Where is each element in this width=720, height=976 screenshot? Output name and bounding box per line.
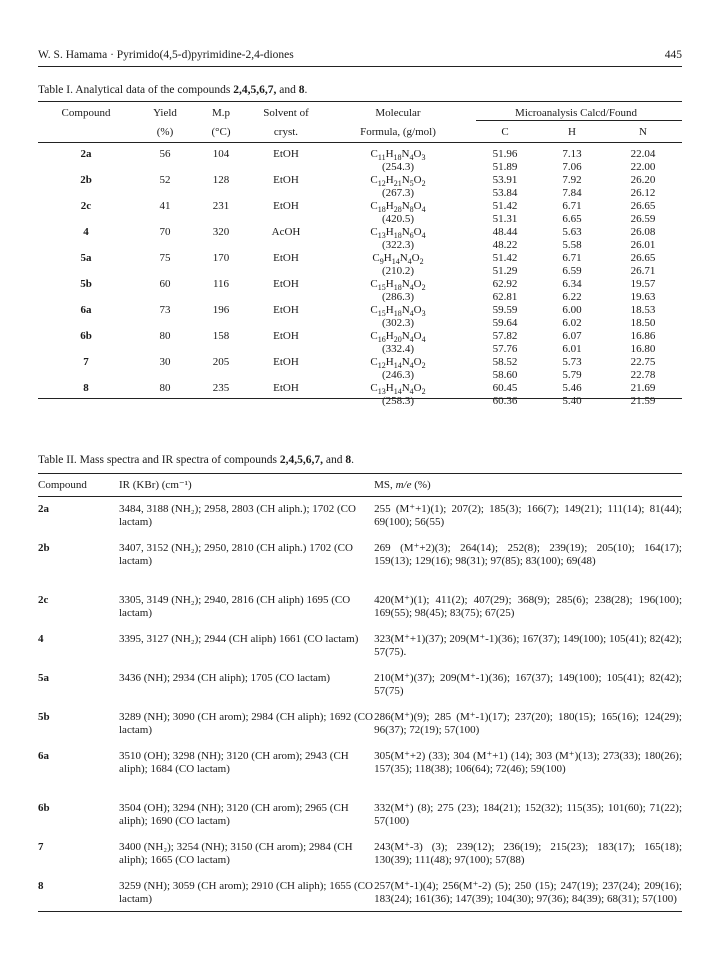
ms-cell: 332(M⁺) (8); 275 (23); 184(21); 152(32); 115(35); 101(60); 71(22); 57(100) [374, 802, 682, 827]
molecular-formula: $C_9H_{14}N_4O_2$ [372, 252, 424, 267]
molecular-formula: $C_{16}H_{20}N_4O_4$ [370, 330, 426, 345]
solvent-cell: EtOH [273, 148, 299, 160]
molecular-formula: $C_{15}H_{18}N_4O_2$ [370, 278, 426, 293]
table1 [38, 104, 682, 408]
compound-id: 6a [38, 750, 49, 762]
ir-cell: 3504 (OH); 3294 (NH); 3120 (CH arom); 2965 (CH aliph); 1690 (CO lactam) [119, 802, 349, 827]
nitrogen-cell: 21.69 21.59 [630, 382, 656, 407]
formula-cell [326, 252, 470, 278]
header-formula-2: Formula, (g/mol) [360, 126, 436, 138]
carbon-cell: 48.44 48.22 [492, 226, 518, 251]
yield-cell: 73 [159, 304, 171, 316]
molecular-formula: $C_{15}H_{18}N_4O_3$ [370, 304, 426, 319]
table1-top-rule [38, 101, 682, 102]
table1-header-row-1 [38, 104, 682, 125]
formula-cell [326, 356, 470, 382]
ir-cell: 3305, 3149 (NH₂); 2940, 2816 (CH aliph) 1695 (CO lactam) [119, 594, 351, 619]
compound-id: 7 [83, 356, 89, 368]
carbon-cell: 60.45 60.36 [492, 382, 518, 407]
molecular-weight: (254.3) [381, 161, 415, 173]
solvent-cell: EtOH [273, 382, 299, 394]
molecular-weight: (246.3) [381, 369, 415, 381]
table1-caption [38, 84, 307, 96]
table2-row [38, 670, 682, 709]
formula-cell [326, 226, 470, 252]
ir-cell: 3436 (NH); 2934 (CH aliph); 1705 (CO lactam) [119, 672, 331, 684]
compound-id: 5a [38, 672, 49, 684]
running-head-text: W. S. Hamama · Pyrimido(4,5-d)pyrimidine-2,4-diones [38, 49, 294, 61]
compound-id: 6b [38, 802, 50, 814]
compound-id: 6a [80, 304, 92, 316]
hydrogen-cell: 6.00 6.02 [562, 304, 582, 329]
compound-id: 2c [38, 594, 49, 606]
mp-cell: 231 [212, 200, 230, 212]
table1-caption-compounds: 2,4,5,6,7, [233, 84, 277, 96]
molecular-formula: $C_{12}H_{14}N_4O_2$ [370, 356, 426, 371]
table2-caption-text: Table II. Mass spectra and IR spectra of compounds [38, 454, 280, 466]
table2-row [38, 631, 682, 670]
carbon-cell: 62.92 62.81 [492, 278, 518, 303]
molecular-weight: (302.3) [381, 317, 415, 329]
ms-cell: 255 (M⁺+1)(1); 207(2); 185(3); 166(7); 149(21); 111(14); 81(44); 69(100); 56(55) [374, 503, 682, 528]
table2-caption [38, 454, 354, 466]
nitrogen-cell: 26.08 26.01 [630, 226, 656, 251]
hydrogen-cell: 6.71 6.59 [562, 252, 582, 277]
ir-cell: 3510 (OH); 3298 (NH); 3120 (CH arom); 2943 (CH aliph); 1684 (CO lactam) [119, 750, 349, 775]
compound-id: 5b [80, 278, 92, 290]
carbon-cell: 53.91 53.84 [492, 174, 518, 199]
table2-caption-and: and [323, 454, 346, 466]
table2-row [38, 748, 682, 800]
carbon-cell: 57.82 57.76 [492, 330, 518, 355]
header-n: N [639, 126, 647, 138]
table1-caption-end: . [304, 84, 308, 96]
ms-cell: 305(M⁺+2) (33); 304 (M⁺+1) (14); 303 (M⁺)(13); 273(33); 180(26); 157(35); 118(38); 106(64); 72(46); 59(100) [374, 750, 682, 775]
solvent-cell: EtOH [273, 200, 299, 212]
header-formula: Molecular [375, 107, 421, 119]
formula-cell [326, 304, 470, 330]
molecular-weight: (258.3) [381, 395, 415, 407]
mp-cell: 235 [212, 382, 230, 394]
compound-id: 7 [38, 841, 44, 853]
formula-cell [326, 278, 470, 304]
table2-row [38, 501, 682, 540]
hydrogen-cell: 6.34 6.22 [562, 278, 582, 303]
molecular-weight: (332.4) [381, 343, 415, 355]
t2-header-ir: IR (KBr) (cm⁻¹) [119, 479, 192, 491]
table2-caption-end: . [351, 454, 355, 466]
solvent-cell: EtOH [273, 278, 299, 290]
table1-row [38, 356, 682, 382]
molecular-formula: $C_{13}H_{18}N_6O_4$ [370, 226, 426, 241]
mp-cell: 104 [212, 148, 230, 160]
compound-id: 4 [83, 226, 89, 238]
ir-cell: 3400 (NH₂); 3254 (NH); 3150 (CH arom); 2984 (CH aliph); 1665 (CO lactam) [119, 841, 353, 866]
table2-row [38, 800, 682, 839]
header-h: H [568, 126, 576, 138]
molecular-weight: (420.5) [381, 213, 415, 225]
header-mp: M.p [211, 107, 231, 119]
yield-cell: 41 [159, 200, 171, 212]
carbon-cell: 51.96 51.89 [492, 148, 518, 173]
page-number: 445 [664, 49, 682, 61]
table1-row [38, 200, 682, 226]
t2-header-compound: Compound [38, 479, 87, 491]
carbon-cell: 51.42 51.31 [492, 200, 518, 225]
compound-id: 2a [38, 503, 49, 515]
solvent-cell: EtOH [273, 304, 299, 316]
t2-header-ms: MS, m/e (%) [374, 479, 431, 491]
mp-cell: 158 [212, 330, 230, 342]
mp-cell: 170 [212, 252, 230, 264]
yield-cell: 30 [159, 356, 171, 368]
formula-cell [326, 382, 470, 408]
table1-body [38, 148, 682, 408]
nitrogen-cell: 19.57 19.63 [630, 278, 656, 303]
table1-caption-text: Table I. Analytical data of the compounds [38, 84, 234, 96]
molecular-weight: (286.3) [381, 291, 415, 303]
ms-cell: 420(M⁺)(1); 411(2); 407(29); 368(9); 285(6); 238(28); 196(100); 169(55); 98(45); 83(75); 67(25) [374, 594, 682, 619]
molecular-formula: $C_{18}H_{28}N_8O_4$ [370, 200, 426, 215]
nitrogen-cell: 22.75 22.78 [630, 356, 656, 381]
table1-caption-and: and [276, 84, 299, 96]
table1-row [38, 278, 682, 304]
molecular-formula: $C_{13}H_{14}N_4O_2$ [370, 382, 426, 397]
nitrogen-cell: 26.20 26.12 [630, 174, 656, 199]
solvent-cell: AcOH [271, 226, 301, 238]
header-yield-unit: (%) [156, 126, 174, 138]
header-microanalysis: Microanalysis Calcd/Found [515, 107, 637, 119]
compound-id: 4 [38, 633, 44, 645]
table2-top-rule [38, 473, 682, 474]
compound-id: 8 [38, 880, 44, 892]
ir-cell: 3259 (NH); 3059 (CH arom); 2910 (CH aliph); 1655 (CO lactam) [119, 880, 373, 905]
mp-cell: 320 [212, 226, 230, 238]
table2-row [38, 839, 682, 878]
compound-id: 8 [83, 382, 89, 394]
ms-cell: 286(M⁺)(9); 285 (M⁺-1)(17); 237(20); 180(15); 165(16); 124(29); 96(37); 72(19); 57(100) [374, 711, 682, 736]
table1-caption-last: 8 [298, 84, 305, 96]
ir-cell: 3484, 3188 (NH₂); 2958, 2803 (CH aliph.); 1702 (CO lactam) [119, 503, 356, 528]
carbon-cell: 58.52 58.60 [492, 356, 518, 381]
table1-bottom-rule [38, 398, 682, 399]
yield-cell: 56 [159, 148, 171, 160]
header-mp-unit: (°C) [211, 126, 231, 138]
hydrogen-cell: 5.73 5.79 [562, 356, 582, 381]
table2-body [38, 501, 682, 930]
formula-cell [326, 330, 470, 356]
compound-id: 6b [80, 330, 92, 342]
table2-caption-last: 8 [345, 454, 352, 466]
solvent-cell: EtOH [273, 252, 299, 264]
hydrogen-cell: 6.07 6.01 [562, 330, 582, 355]
table2-caption-compounds: 2,4,5,6,7, [279, 454, 324, 466]
nitrogen-cell: 26.65 26.71 [630, 252, 656, 277]
solvent-cell: EtOH [273, 174, 299, 186]
nitrogen-cell: 16.86 16.80 [630, 330, 656, 355]
mp-cell: 128 [212, 174, 230, 186]
ir-cell: 3407, 3152 (NH₂); 2950, 2810 (CH aliph.) 1702 (CO lactam) [119, 542, 353, 567]
compound-id: 2b [80, 174, 92, 186]
table2-row [38, 540, 682, 592]
yield-cell: 60 [159, 278, 171, 290]
formula-cell [326, 174, 470, 200]
header-rule [38, 66, 682, 67]
table2-row [38, 592, 682, 631]
table2-row [38, 709, 682, 748]
formula-cell [326, 200, 470, 226]
formula-cell [326, 148, 470, 174]
compound-id: 5a [80, 252, 92, 264]
solvent-cell: EtOH [273, 356, 299, 368]
table2-row [38, 878, 682, 930]
yield-cell: 52 [159, 174, 171, 186]
ms-cell: 243(M⁺-3) (3); 239(12); 236(19); 215(23); 183(17); 165(18); 130(39); 111(48); 97(100); 57(88) [374, 841, 682, 866]
yield-cell: 75 [159, 252, 171, 264]
table1-row [38, 226, 682, 252]
carbon-cell: 59.59 59.64 [492, 304, 518, 329]
hydrogen-cell: 6.71 6.65 [562, 200, 582, 225]
table1-row [38, 304, 682, 330]
mp-cell: 116 [212, 278, 230, 290]
carbon-cell: 51.42 51.29 [492, 252, 518, 277]
table2 [38, 476, 682, 930]
ir-cell: 3289 (NH); 3090 (CH arom); 2984 (CH aliph); 1692 (CO lactam) [119, 711, 373, 736]
header-compound: Compound [61, 107, 111, 119]
header-solvent-2: cryst. [273, 126, 299, 138]
ms-cell: 210(M⁺)(37); 209(M⁺-1)(36); 167(37); 149(100); 105(41); 82(42); 57(75) [374, 672, 682, 697]
header-yield: Yield [153, 107, 177, 119]
table1-row [38, 330, 682, 356]
table1-row [38, 174, 682, 200]
yield-cell: 80 [159, 382, 171, 394]
molecular-weight: (267.3) [381, 187, 415, 199]
yield-cell: 80 [159, 330, 171, 342]
molecular-formula: $C_{12}H_{21}N_5O_2$ [370, 174, 426, 189]
ms-cell: 269 (M⁺+2)(3); 264(14); 252(8); 239(19); 205(10); 164(17); 159(13); 129(16); 98(31); 97(85); 83(100); 69(48) [374, 542, 682, 567]
compound-id: 2b [38, 542, 50, 554]
molecular-weight: (322.3) [381, 239, 415, 251]
compound-id: 2a [80, 148, 92, 160]
table1-row [38, 252, 682, 278]
table2-header-row [38, 476, 682, 501]
hydrogen-cell: 7.92 7.84 [562, 174, 582, 199]
ir-cell: 3395, 3127 (NH₂); 2944 (CH aliph) 1661 (CO lactam) [119, 633, 359, 645]
table1-header-row-2 [38, 125, 682, 148]
molecular-formula: $C_{11}H_{18}N_4O_3$ [370, 148, 426, 163]
header-c: C [501, 126, 509, 138]
nitrogen-cell: 18.53 18.50 [630, 304, 656, 329]
running-head [38, 49, 294, 61]
compound-id: 5b [38, 711, 50, 723]
header-solvent: Solvent of [263, 107, 309, 119]
yield-cell: 70 [159, 226, 171, 238]
mp-cell: 205 [212, 356, 230, 368]
ms-cell: 323(M⁺+1)(37); 209(M⁺-1)(36); 167(37); 149(100); 105(41); 82(42); 57(75). [374, 633, 682, 658]
ms-cell: 257(M⁺-1)(4); 256(M⁺-2) (5); 250 (15); 247(19); 237(24); 209(16); 183(24); 161(36); 147(39); 104(30); 97(36); 84(39); 68(31); 57(100) [374, 880, 682, 905]
compound-id: 2c [80, 200, 92, 212]
solvent-cell: EtOH [273, 330, 299, 342]
hydrogen-cell: 5.63 5.58 [562, 226, 582, 251]
table1-row [38, 148, 682, 174]
table1-row [38, 382, 682, 408]
table2-bottom-rule [38, 911, 682, 912]
molecular-weight: (210.2) [381, 265, 415, 277]
nitrogen-cell: 22.04 22.00 [630, 148, 656, 173]
hydrogen-cell: 7.13 7.06 [562, 148, 582, 173]
nitrogen-cell: 26.65 26.59 [630, 200, 656, 225]
hydrogen-cell: 5.46 5.40 [562, 382, 582, 407]
mp-cell: 196 [212, 304, 230, 316]
